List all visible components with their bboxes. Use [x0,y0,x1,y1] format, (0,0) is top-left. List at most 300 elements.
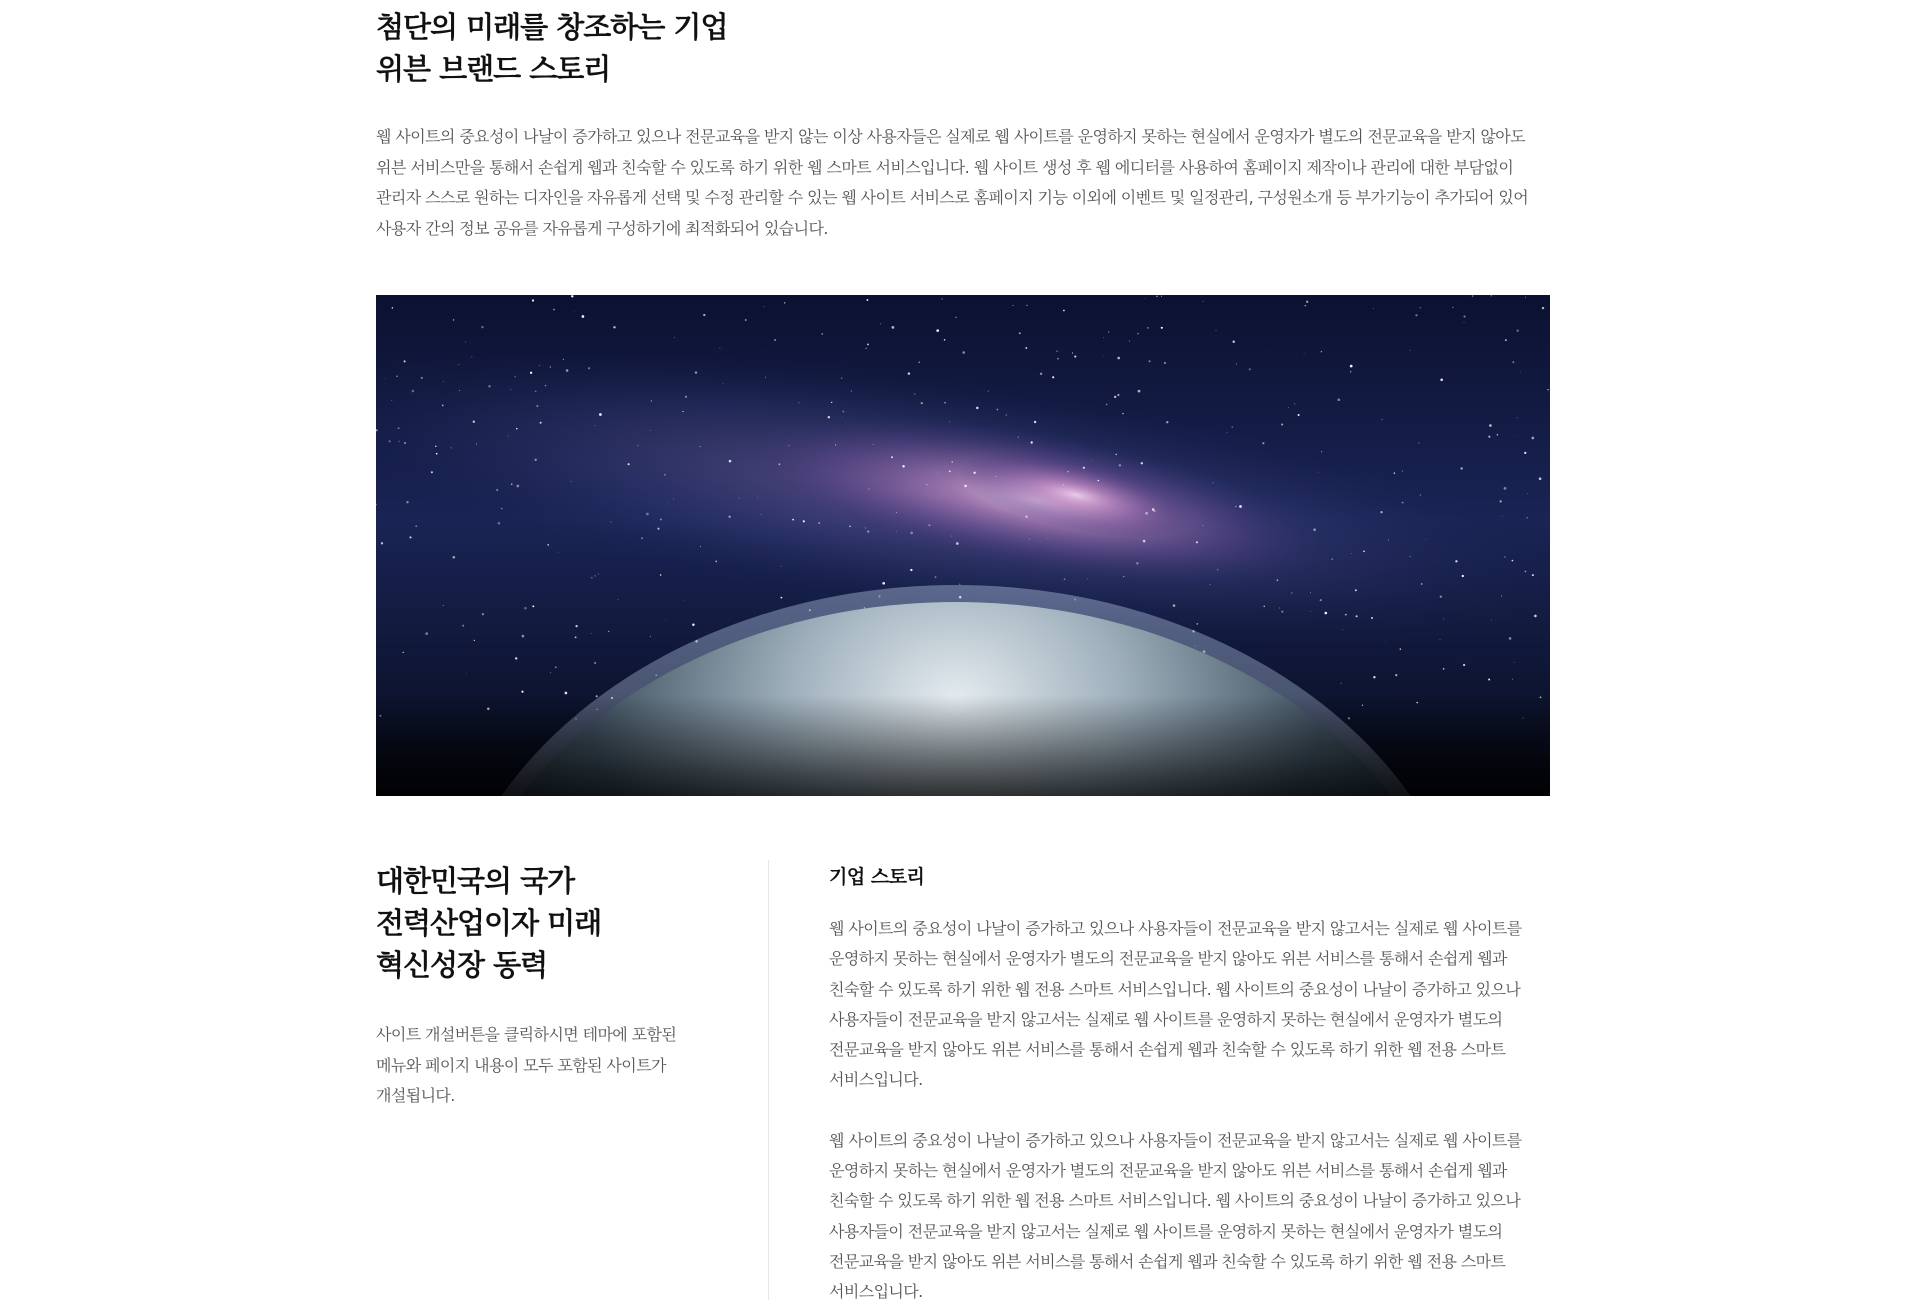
star [1355,589,1357,591]
star [715,561,717,563]
story-paragraph: 웹 사이트의 중요성이 나날이 증가하고 있으나 사용자들이 전문교육을 받지 않고서는 실제로 웹 사이트를 운영하지 못하는 현실에서 운영자가 별도의 전문교육을 받지 않아도 위븐 서비스를 통해서 손쉽게 웹과 친숙할 수 있도록 하기 위한 웹 전용 스마트 서비스입니다. 웹 사이트의 중요성이 나날이 증가하고 있으나 사용자들이 전문교육을 받지 않고서는 실제로 웹 사이트를 운영하지 못하는 현실에서 운영자가 별도의 전문교육을 받지 않아도 위븐 서비스를 통해서 손쉽게 웹과 친숙할 수 있도록 하기 위한 웹 전용 스마트 서비스입니다. [829,1130,1522,1302]
star [436,453,438,455]
star [459,390,460,391]
star [868,488,869,489]
star [1235,506,1236,507]
star [1074,356,1076,358]
star [1501,595,1502,596]
star [936,329,939,332]
star [952,461,953,462]
brand-title [376,0,1550,90]
star [723,383,724,384]
star [404,360,406,362]
star [926,484,927,485]
star [673,499,674,500]
star [1539,477,1542,480]
national-title-line: 대한민국의 국가 [376,864,575,898]
star [1233,341,1235,343]
star [1497,434,1499,436]
star [866,299,868,301]
star [1136,562,1138,564]
star [1103,337,1104,338]
star [594,425,595,426]
star [555,666,557,668]
star [997,409,999,411]
star [1527,493,1528,494]
star [510,389,511,390]
star [481,326,483,328]
star [421,377,423,379]
star [1040,373,1042,375]
star [1216,330,1217,331]
brand-title-line: 첨단의 미래를 창조하는 기업 [376,10,728,44]
star [1097,480,1099,482]
star [1525,571,1527,573]
star [803,520,805,522]
star [571,295,573,297]
star [937,473,938,474]
star [540,422,542,424]
star [831,402,832,403]
star [944,402,945,403]
star [962,351,965,354]
star [1013,305,1014,306]
star [1402,471,1403,472]
star [1402,502,1404,504]
story-content [829,864,1550,1308]
star [1395,674,1397,676]
star [1288,407,1289,408]
star [1462,575,1464,577]
star [1138,390,1141,393]
star [498,522,501,525]
star [761,514,762,515]
star [921,402,923,404]
star [1067,471,1068,472]
star [1196,623,1198,625]
hero-image-earth-milky-way [376,295,1550,796]
star [1455,560,1457,562]
star [1440,596,1442,598]
star [674,337,675,338]
star [594,662,596,664]
star [1154,510,1156,512]
star [700,446,701,447]
national-title-line: 혁신성장 동력 [376,948,548,982]
star [851,390,852,391]
star [641,537,643,539]
star [910,569,912,571]
star [1321,351,1322,352]
star [896,531,897,532]
star [1052,376,1054,378]
star [1380,511,1382,513]
star [595,575,596,576]
star [651,400,652,401]
star [1196,541,1198,543]
star [774,339,776,341]
star [1148,360,1150,362]
star [1512,679,1513,680]
star [535,459,537,461]
star [891,456,893,458]
star [521,691,523,693]
star [1291,592,1292,593]
star [1213,482,1214,483]
star [1491,620,1492,621]
star [1547,389,1549,391]
star [458,364,459,365]
star [880,323,881,324]
star [683,411,684,412]
star [1363,550,1365,552]
story-paragraph: 웹 사이트의 중요성이 나날이 증가하고 있으나 사용자들이 전문교육을 받지 않고서는 실제로 웹 사이트를 운영하지 못하는 현실에서 운영자가 별도의 전문교육을 받지 않아도 위븐 서비스를 통해서 손쉽게 웹과 친숙할 수 있도록 하기 위한 웹 전용 스마트 서비스입니다. 웹 사이트의 중요성이 나날이 증가하고 있으나 사용자들이 전문교육을 받지 않고서는 실제로 웹 사이트를 운영하지 못하는 현실에서 운영자가 별도의 전문교육을 받지 않아도 위븐 서비스를 통해서 손쉽게 웹과 친숙할 수 있도록 하기 위한 웹 전용 스마트 서비스입니다. [829,919,1522,1090]
brand-story-section [376,0,1550,1302]
star [1306,301,1308,303]
star [1517,417,1518,418]
star [1440,378,1443,381]
star [1472,295,1474,297]
star [462,625,464,627]
star [1520,371,1521,372]
star [1145,512,1148,515]
star [657,528,659,530]
star [1512,361,1514,363]
star [465,342,466,343]
star [1034,421,1036,423]
star [784,302,785,303]
star [1452,307,1453,308]
space-illustration [376,295,1550,796]
star [391,400,392,401]
star [1505,339,1507,341]
star [1504,487,1507,490]
star [1203,301,1204,302]
star [1161,296,1162,297]
star [476,443,477,444]
star [1026,305,1027,306]
star [1324,612,1327,615]
star [667,502,668,503]
star [1321,451,1322,452]
star [1294,403,1295,404]
star [1318,472,1319,473]
national-title-line: 전력산업이자 미래 [376,906,602,940]
star [392,307,394,309]
star [1356,615,1358,617]
star [1516,329,1518,331]
star [908,372,910,374]
star [442,405,444,407]
star [873,444,874,445]
star [1236,363,1237,364]
star [764,306,765,307]
star [508,436,509,437]
star [1525,297,1526,298]
star [1117,394,1119,396]
star [1410,556,1411,557]
star [988,391,989,392]
star [729,516,731,518]
star [1313,528,1316,531]
star [1460,467,1462,469]
star [473,421,475,423]
star [1373,308,1374,309]
star [1025,347,1027,349]
star [964,485,967,488]
star [1249,368,1251,370]
star [1056,351,1057,352]
star [1210,584,1211,585]
star [1305,305,1307,307]
star [835,444,836,445]
star [1425,539,1426,540]
star [488,385,490,387]
star [1394,472,1395,473]
star [406,501,408,503]
star [1239,505,1242,508]
star [1488,436,1490,438]
star [404,442,406,444]
star [435,446,436,447]
star [951,536,952,537]
star [591,577,592,578]
star [1415,314,1417,316]
star [1418,443,1419,444]
star [719,348,720,349]
star [695,371,697,373]
star [1137,333,1139,335]
star [867,531,869,533]
star [1281,424,1283,426]
star [1373,676,1375,678]
star [563,359,564,360]
star [1464,316,1466,318]
story-heading: 기업 스토리 [829,866,925,888]
star [1463,664,1465,666]
star [1279,607,1280,608]
star [1263,606,1264,607]
star [536,405,538,407]
star [703,314,705,316]
star [1029,538,1030,539]
star [1350,365,1353,368]
star [1420,494,1421,495]
star [431,471,433,473]
star [745,319,747,321]
star [1123,576,1124,577]
star [1304,353,1305,354]
star [1064,578,1066,580]
star [1232,426,1233,427]
star [1350,371,1351,372]
star [496,489,498,491]
star [1509,637,1512,640]
star [650,636,651,637]
brand-description: 웹 사이트의 중요성이 나날이 증가하고 있으나 전문교육을 받지 않는 이상 사용자들은 실제로 웹 사이트를 운영하지 못하는 현실에서 운영자가 별도의 전문교육을 받지 않아도 위븐 서비스만을 통해서 손쉽게 웹과 친숙할 수 있도록 하기 위한 웹 스마트 서비스입니다. 웹 사이트 생성 후 웹 에디터를 사용하여 홈페이지 제작이나 관리에 대한 부담없이 관리자 스스로 원하는 디자인을 자유롭게 선택 및 수정 관리할 수 있는 웹 사이트 서비스로 홈페이지 기능 이외에 이벤트 및 일정관리, 구성원소개 등 부가기능이 추가되어 있어 사용자 간의 정보 공유를 자유롭게 구성하기에 최적화되어 있습니다. [376,127,1529,238]
star [535,391,537,393]
star [1341,683,1342,684]
star [798,402,799,403]
star [471,356,472,357]
star [532,299,534,301]
star [565,692,568,695]
star [1122,413,1124,415]
star [574,311,575,312]
star [409,536,411,538]
star [453,319,454,320]
star [553,309,555,311]
star [570,481,571,482]
star [828,416,830,418]
star [591,633,592,634]
star [646,513,649,516]
star [1129,341,1130,342]
star [1006,414,1007,415]
star [1166,421,1168,423]
star [781,566,782,567]
star [1031,441,1033,443]
star [1382,419,1383,420]
star [892,326,895,329]
star [384,378,385,379]
star [545,385,547,387]
site-open-description: 사이트 개설버튼을 클릭하시면 테마에 포함된 메뉴와 페이지 내용이 모두 포함된 사이트가 개설됩니다. [376,1025,677,1105]
star [628,463,630,465]
star [539,365,540,366]
star [842,411,844,413]
star [1534,615,1537,618]
star [511,483,513,485]
star [1532,574,1534,576]
star [660,518,662,520]
star [588,367,590,369]
star [685,396,687,398]
star [1488,679,1490,681]
star [955,317,956,318]
star [792,519,794,521]
star [942,299,943,300]
star [1114,396,1116,398]
star [396,375,398,377]
star [1517,436,1518,437]
star [765,377,766,378]
star [1161,327,1163,329]
star [550,672,551,673]
star [818,522,820,524]
star [530,372,532,374]
star [522,635,525,638]
star [935,576,937,578]
star [1281,611,1283,613]
star [700,546,701,547]
star [1092,460,1093,461]
star [902,465,904,467]
star [789,445,790,446]
star [516,428,518,430]
star [1262,442,1264,444]
star [1106,404,1108,406]
star [959,584,960,585]
star [617,599,618,600]
star [482,613,484,615]
star [843,417,844,418]
star [638,445,639,446]
star [1310,592,1311,593]
star [1063,484,1064,485]
star [515,376,516,377]
star [566,369,569,372]
star [866,348,867,349]
star [575,636,577,638]
star [976,407,979,410]
star [1385,642,1386,643]
star [849,526,850,527]
star [1203,525,1204,526]
star [474,640,475,641]
star [928,524,930,526]
star [547,544,549,546]
star [1351,553,1352,554]
star [665,619,666,620]
star [1500,500,1502,502]
star [1164,362,1166,364]
brand-title-line: 위븐 브랜드 스토리 [376,52,611,86]
star [1019,332,1021,334]
star [660,574,661,575]
star [956,542,959,545]
star [381,542,383,544]
star [1542,307,1544,309]
star [1116,454,1117,455]
star [524,607,526,609]
star [1048,538,1049,539]
star [1147,327,1149,329]
star [1143,540,1146,543]
star [1443,618,1444,619]
star [1410,350,1411,351]
star [575,625,577,627]
star [1371,617,1373,619]
star [1227,432,1228,433]
star [1173,604,1176,607]
star [1298,414,1300,416]
star [415,525,417,527]
star [389,440,391,442]
star [550,366,551,367]
star [1440,639,1441,640]
star [1141,462,1143,464]
star [399,441,400,442]
star [443,605,444,606]
star [1420,307,1421,308]
star [398,427,400,429]
star [443,381,444,382]
star [599,413,602,416]
star [1217,569,1218,570]
star [841,377,843,379]
star [996,476,997,477]
star [1057,358,1059,360]
star [821,333,823,335]
star [780,597,782,599]
star [403,652,404,653]
star [757,497,758,498]
star [729,460,732,463]
star [516,485,519,488]
star [1025,516,1027,518]
star [1144,298,1145,299]
